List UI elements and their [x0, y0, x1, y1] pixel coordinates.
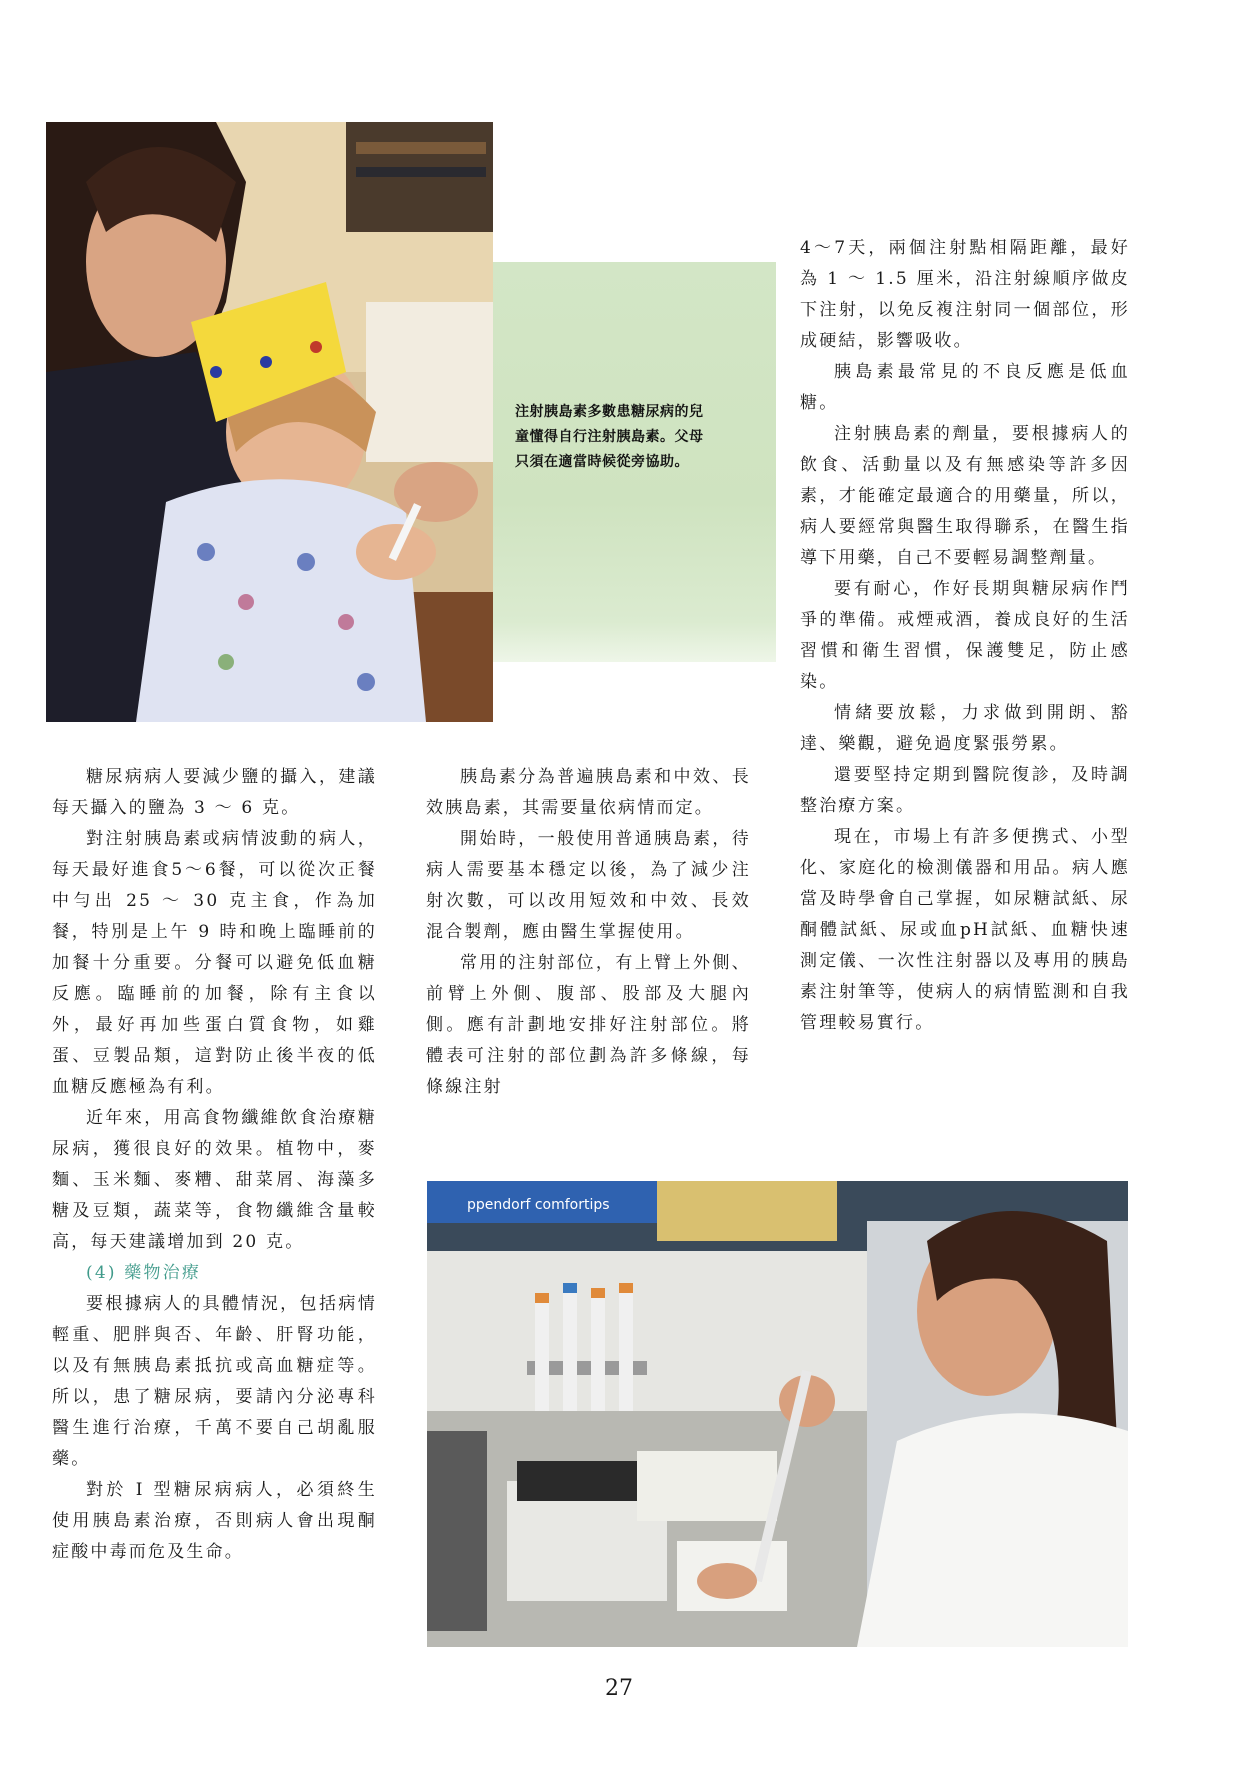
paragraph: 糖尿病病人要減少鹽的攝入，建議每天攝入的鹽為 3 ～ 6 克。 [52, 767, 377, 818]
text-column-left [52, 762, 377, 1568]
paragraph: 對注射胰島素或病情波動的病人，每天最好進食5～6餐，可以從次正餐中勻出 25 ～ 30 克主食，作為加餐，特別是上午 9 時和晚上臨睡前的加餐十分重要。分餐可以避免低血糖反應。臨睡前的加餐，除有主食以外，最好再加些蛋白質食物，如雞蛋、豆製品類，這對防止後半夜的低血糖反應極為有利。 [52, 829, 377, 1097]
caption-box [493, 262, 776, 662]
photo-child-insulin [46, 122, 493, 722]
paragraph: 要根據病人的具體情況，包括病情輕重、肥胖與否、年齡、肝腎功能，以及有無胰島素抵抗或高血糖症等。所以，患了糖尿病，要請內分泌專科醫生進行治療，千萬不要自己胡亂服藥。 [52, 1294, 377, 1469]
paragraph: 常用的注射部位，有上臂上外側、前臂上外側、腹部、股部及大腿內側。應有計劃地安排好注射部位。將體表可注射的部位劃為許多條線，每條線注射 [426, 953, 751, 1097]
text-column-right [800, 233, 1130, 1039]
paragraph: 近年來，用高食物纖維飲食治療糖尿病，獲很良好的效果。植物中，麥麵、玉米麵、麥糟、甜菜屑、海藻多糖及豆類，蔬菜等，食物纖維含量較高，每天建議增加到 20 克。 [52, 1108, 377, 1252]
lab-sign-text: ppendorf comfortips [467, 1197, 610, 1213]
paragraph: 現在，市場上有許多便携式、小型化、家庭化的檢測儀器和用品。病人應當及時學會自己掌握，如尿糖試紙、尿酮體試紙、尿或血pH試紙、血糖快速測定儀、一次性注射器以及專用的胰島素注射筆等，使病人的病情監測和自我管理較易實行。 [800, 827, 1130, 1033]
page-number: 27 [605, 1676, 633, 1701]
section-heading-drug-treatment: (4) 藥物治療 [86, 1263, 202, 1283]
paragraph: 要有耐心，作好長期與糖尿病作鬥爭的準備。戒煙戒酒，養成良好的生活習慣和衛生習慣，保護雙足，防止感染。 [800, 579, 1130, 692]
paragraph: 胰島素分為普遍胰島素和中效、長效胰島素，其需要量依病情而定。 [426, 767, 751, 818]
paragraph: 胰島素最常見的不良反應是低血糖。 [800, 362, 1130, 413]
photo-caption: 注射胰島素多數患糖尿病的兒 童懂得自行注射胰島素。父母 只須在適當時候從旁協助。 [515, 404, 704, 470]
photo-lab-pipette [427, 1181, 1128, 1647]
paragraph-continuation: 4～7天，兩個注射點相隔距離，最好為 1 ～ 1.5 厘米，沿注射線順序做皮下注射，以免反複注射同一個部位，形成硬結，影響吸收。 [800, 238, 1130, 351]
paragraph: 注射胰島素的劑量，要根據病人的飲食、活動量以及有無感染等許多因素，才能確定最適合的用藥量，所以，病人要經常與醫生取得聯系，在醫生指導下用藥，自己不要輕易調整劑量。 [800, 424, 1130, 568]
paragraph: 開始時，一般使用普通胰島素，待病人需要基本穩定以後，為了減少注射次數，可以改用短效和中效、長效混合製劑，應由醫生掌握使用。 [426, 829, 751, 942]
paragraph: 還要堅持定期到醫院復診，及時調整治療方案。 [800, 765, 1130, 816]
paragraph: 情緒要放鬆，力求做到開朗、豁達、樂觀，避免過度緊張勞累。 [800, 703, 1130, 754]
text-column-middle [426, 762, 751, 1103]
paragraph: 對於 I 型糖尿病病人，必須終生使用胰島素治療，否則病人會出現酮症酸中毒而危及生命。 [52, 1480, 377, 1562]
